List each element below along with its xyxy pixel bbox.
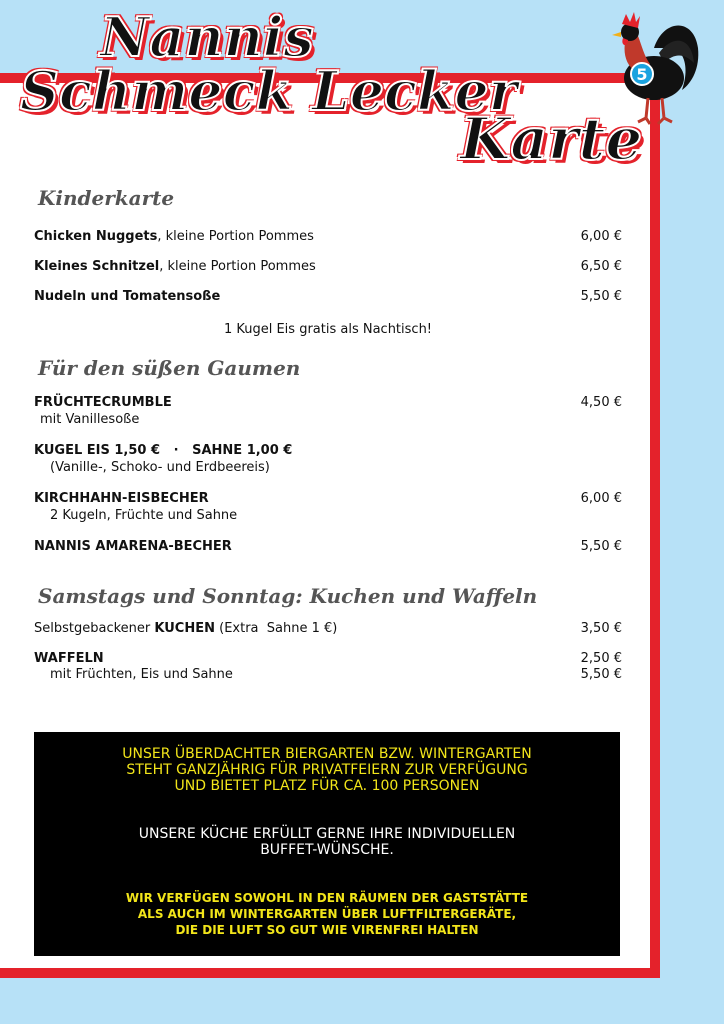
title-line-3: Karte <box>460 105 643 173</box>
item-name: KUCHEN <box>154 621 215 636</box>
title-line-2: Schmeck Lecker <box>20 59 518 123</box>
info-box <box>34 732 620 956</box>
rooster-icon <box>604 8 700 128</box>
item-desc-prefix: Selbstgebackener <box>34 621 155 636</box>
info-paragraph-2 <box>34 826 620 858</box>
info-line: BUFFET-WÜNSCHE. <box>260 842 394 858</box>
info-line: ALS AUCH IM WINTERGARTEN ÜBER LUFTFILTERGERÄTE, <box>137 907 517 921</box>
item-price: 6,00 € <box>580 491 622 506</box>
item-name: Chicken Nuggets <box>34 229 158 244</box>
item-price: 6,00 € <box>580 229 622 244</box>
item-desc: , kleine Portion Pommes <box>159 259 316 274</box>
info-line: UND BIETET PLATZ FÜR CA. 100 PERSONEN <box>174 778 480 794</box>
info-paragraph-1 <box>34 746 620 794</box>
item-desc: 2 Kugeln, Früchte und Sahne <box>50 508 238 523</box>
item-desc: mit Vanillesoße <box>40 412 140 427</box>
item-price: 4,50 € <box>580 395 622 410</box>
section-title-wochenende: Samstags und Sonntag: Kuchen und Waffeln <box>38 584 538 608</box>
item-name: Kleines Schnitzel <box>34 259 160 274</box>
item-price: 5,50 € <box>580 289 622 304</box>
item-price: 2,50 € <box>580 651 622 666</box>
section-title-kinderkarte: Kinderkarte <box>38 186 175 210</box>
item-price: 3,50 € <box>580 621 622 636</box>
item-name: FRÜCHTECRUMBLE <box>34 395 172 410</box>
item-name: WAFFELN <box>34 651 104 666</box>
item-desc: (Vanille-, Schoko- und Erdbeereis) <box>50 460 270 475</box>
item-price: 5,50 € <box>580 539 622 554</box>
info-line: STEHT GANZJÄHRIG FÜR PRIVATFEIERN ZUR VERFÜGUNG <box>126 762 528 778</box>
item-desc: (Extra Sahne 1 €) <box>214 621 338 636</box>
item-name: KUGEL EIS 1,50 € · SAHNE 1,00 € <box>34 443 293 458</box>
info-line: UNSERE KÜCHE ERFÜLLT GERNE IHRE INDIVIDUELLEN <box>138 826 516 842</box>
page-number: 5 <box>636 65 648 84</box>
item-price-2: 5,50 € <box>580 667 622 682</box>
title-line-1: Nannis <box>100 5 314 69</box>
item-name: KIRCHHAHN-EISBECHER <box>34 491 209 506</box>
info-paragraph-3 <box>34 890 620 938</box>
section-title-suess: Für den süßen Gaumen <box>38 356 301 380</box>
item-name: Nudeln und Tomatensoße <box>34 289 221 304</box>
kinder-note: 1 Kugel Eis gratis als Nachtisch! <box>223 322 433 337</box>
item-price: 6,50 € <box>580 259 622 274</box>
item-name: NANNIS AMARENA-BECHER <box>34 539 232 554</box>
info-line: WIR VERFÜGEN SOWOHL IN DEN RÄUMEN DER GASTSTÄTTE <box>125 891 529 905</box>
info-line: DIE DIE LUFT SO GUT WIE VIRENFREI HALTEN <box>175 923 479 937</box>
info-line: UNSER ÜBERDACHTER BIERGARTEN BZW. WINTERGARTEN <box>122 746 532 762</box>
item-desc: , kleine Portion Pommes <box>157 229 314 244</box>
item-desc: mit Früchten, Eis und Sahne <box>50 667 233 682</box>
